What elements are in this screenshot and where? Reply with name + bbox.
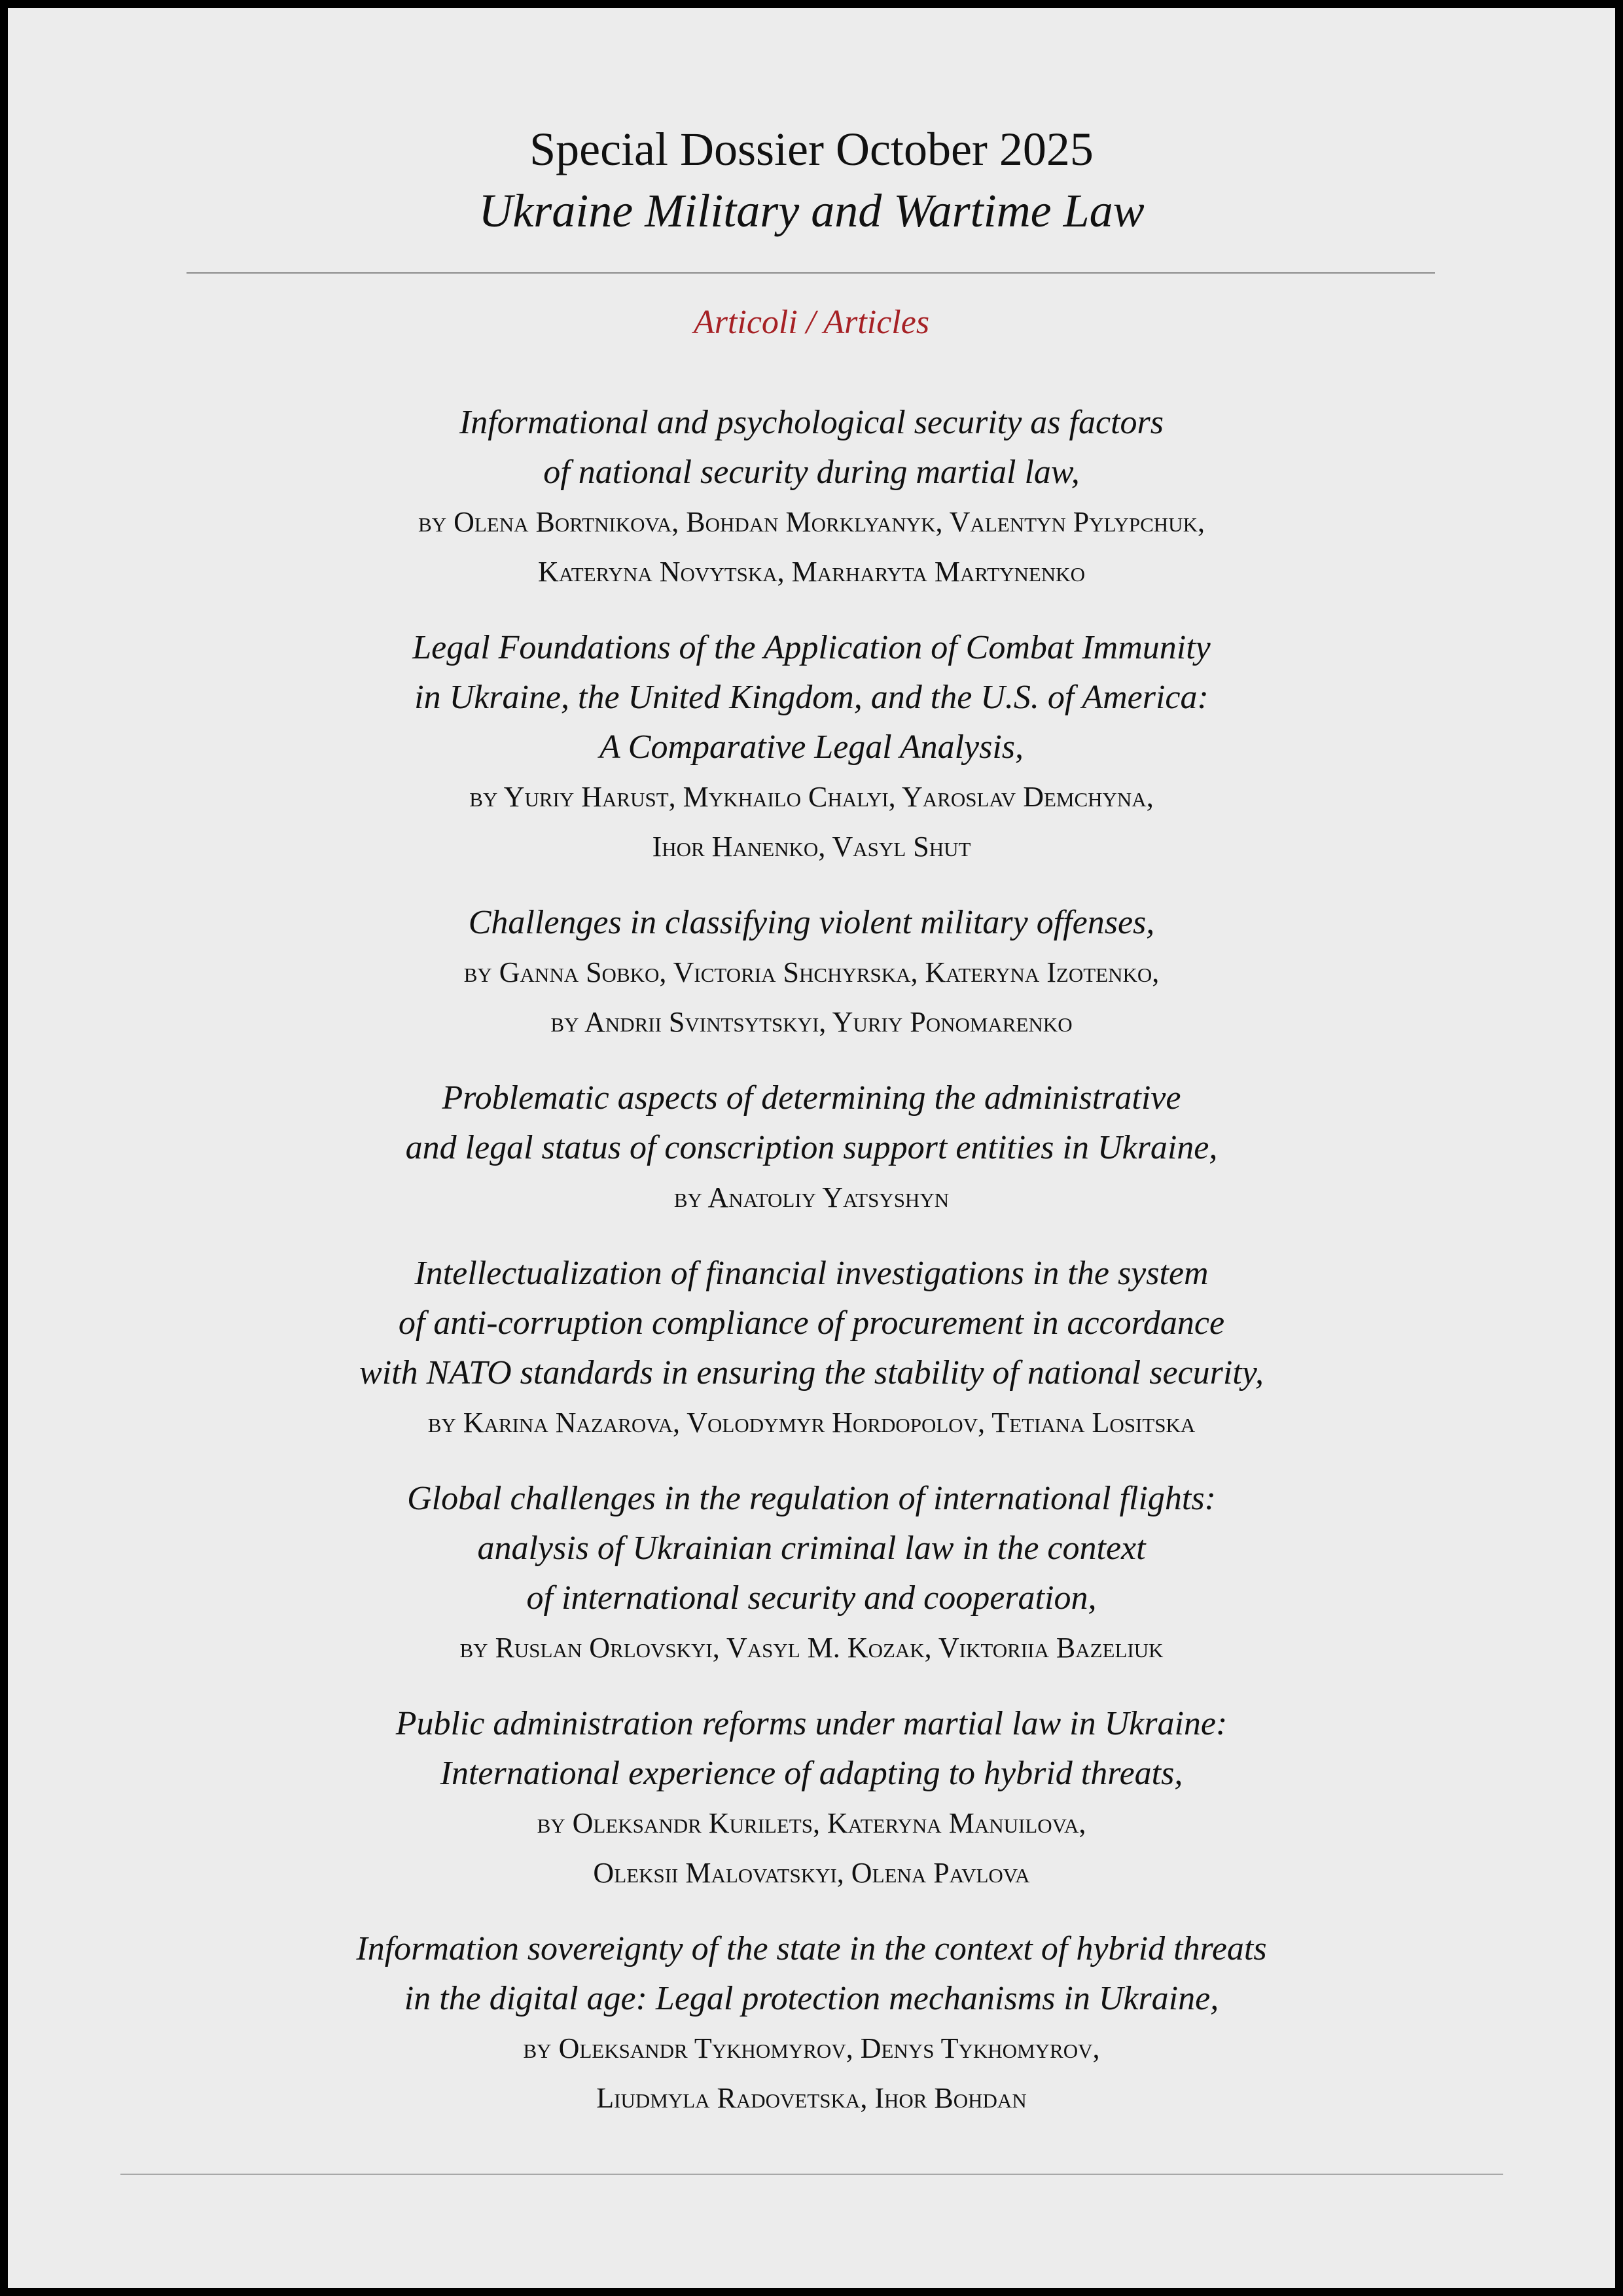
- article-authors: [8, 497, 1615, 597]
- article-entry: [8, 1073, 1615, 1223]
- article-authors-line: by Olena Bortnikova, Bohdan Morklyanyk, Valentyn Pylypchuk,: [418, 506, 1205, 538]
- article-authors-line: Oleksii Malovatskyi, Olena Pavlova: [593, 1857, 1030, 1889]
- article-authors: [8, 772, 1615, 872]
- article-authors: [8, 2024, 1615, 2123]
- article-title-line: Public administration reforms under martial law in Ukraine:: [395, 1705, 1228, 1742]
- article-authors-line: Liudmyla Radovetska, Ihor Bohdan: [596, 2082, 1027, 2114]
- article-title-line: with NATO standards in ensuring the stability of national security,: [359, 1354, 1264, 1391]
- article-title-line: A Comparative Legal Analysis,: [599, 728, 1024, 766]
- article-title-line: Global challenges in the regulation of international flights:: [407, 1480, 1216, 1517]
- article-title[interactable]: [8, 1699, 1615, 1799]
- article-title-line: Informational and psychological security as factors: [459, 404, 1164, 441]
- article-authors-line: by Karina Nazarova, Volodymyr Hordopolov, Tetiana Lositska: [427, 1407, 1196, 1439]
- article-authors: [8, 1173, 1615, 1223]
- article-title-line: Challenges in classifying violent military offenses,: [468, 904, 1155, 941]
- article-title[interactable]: [8, 1924, 1615, 2024]
- article-entry: [8, 1249, 1615, 1448]
- article-entry: [8, 1924, 1615, 2123]
- article-title-line: Problematic aspects of determining the administrative: [442, 1079, 1181, 1117]
- article-title-line: in the digital age: Legal protection mechanisms in Ukraine,: [404, 1980, 1219, 2017]
- article-authors: [8, 1398, 1615, 1448]
- document-page: [8, 8, 1615, 2288]
- article-authors-line: by Ganna Sobko, Victoria Shchyrska, Kateryna Izotenko,: [463, 956, 1160, 988]
- article-title[interactable]: [8, 1474, 1615, 1623]
- section-heading: Articoli / Articles: [693, 304, 930, 341]
- article-authors: [8, 948, 1615, 1047]
- top-divider: [187, 272, 1435, 274]
- article-title[interactable]: [8, 898, 1615, 948]
- article-title-line: Intellectualization of financial investigations in the system: [414, 1255, 1209, 1292]
- article-entry: [8, 1699, 1615, 1898]
- article-title-line: International experience of adapting to hybrid threats,: [440, 1755, 1183, 1792]
- article-title-line: of national security during martial law,: [543, 454, 1080, 491]
- article-authors-line: by Yuriy Harust, Mykhailo Chalyi, Yaroslav Demchyna,: [469, 781, 1154, 813]
- page-title: Special Dossier October 2025: [529, 123, 1094, 175]
- article-entry: [8, 623, 1615, 872]
- article-authors: [8, 1623, 1615, 1673]
- article-title-line: and legal status of conscription support entities in Ukraine,: [405, 1129, 1218, 1166]
- article-authors-line: by Anatoliy Yatsyshyn: [673, 1181, 950, 1213]
- article-title-line: of international security and cooperation,: [526, 1579, 1097, 1617]
- article-authors: [8, 1799, 1615, 1898]
- bottom-divider: [120, 2174, 1503, 2175]
- article-title-line: in Ukraine, the United Kingdom, and the U.S. of America:: [414, 679, 1209, 716]
- article-list: [8, 398, 1615, 2149]
- article-title[interactable]: [8, 623, 1615, 772]
- article-authors-line: by Andrii Svintsytskyi, Yuriy Ponomarenko: [550, 1006, 1073, 1038]
- article-authors-line: by Ruslan Orlovskyi, Vasyl M. Kozak, Viktoriia Bazeliuk: [459, 1632, 1164, 1664]
- article-authors-line: by Oleksandr Kurilets, Kateryna Manuilova,: [537, 1807, 1086, 1839]
- article-title[interactable]: [8, 1073, 1615, 1173]
- article-title[interactable]: [8, 1249, 1615, 1398]
- page-subtitle: Ukraine Military and Wartime Law: [478, 185, 1145, 237]
- article-title-line: Information sovereignty of the state in the context of hybrid threats: [356, 1930, 1267, 1967]
- article-authors-line: Ihor Hanenko, Vasyl Shut: [652, 831, 971, 863]
- article-authors-line: Kateryna Novytska, Marharyta Martynenko: [538, 556, 1085, 588]
- article-entry: [8, 1474, 1615, 1673]
- article-title-line: Legal Foundations of the Application of Combat Immunity: [412, 629, 1211, 666]
- article-authors-line: by Oleksandr Tykhomyrov, Denys Tykhomyrov,: [523, 2032, 1100, 2064]
- article-title-line: analysis of Ukrainian criminal law in the context: [477, 1530, 1146, 1567]
- article-title[interactable]: [8, 398, 1615, 497]
- article-title-line: of anti-corruption compliance of procurement in accordance: [398, 1304, 1225, 1342]
- article-entry: [8, 398, 1615, 597]
- article-entry: [8, 898, 1615, 1047]
